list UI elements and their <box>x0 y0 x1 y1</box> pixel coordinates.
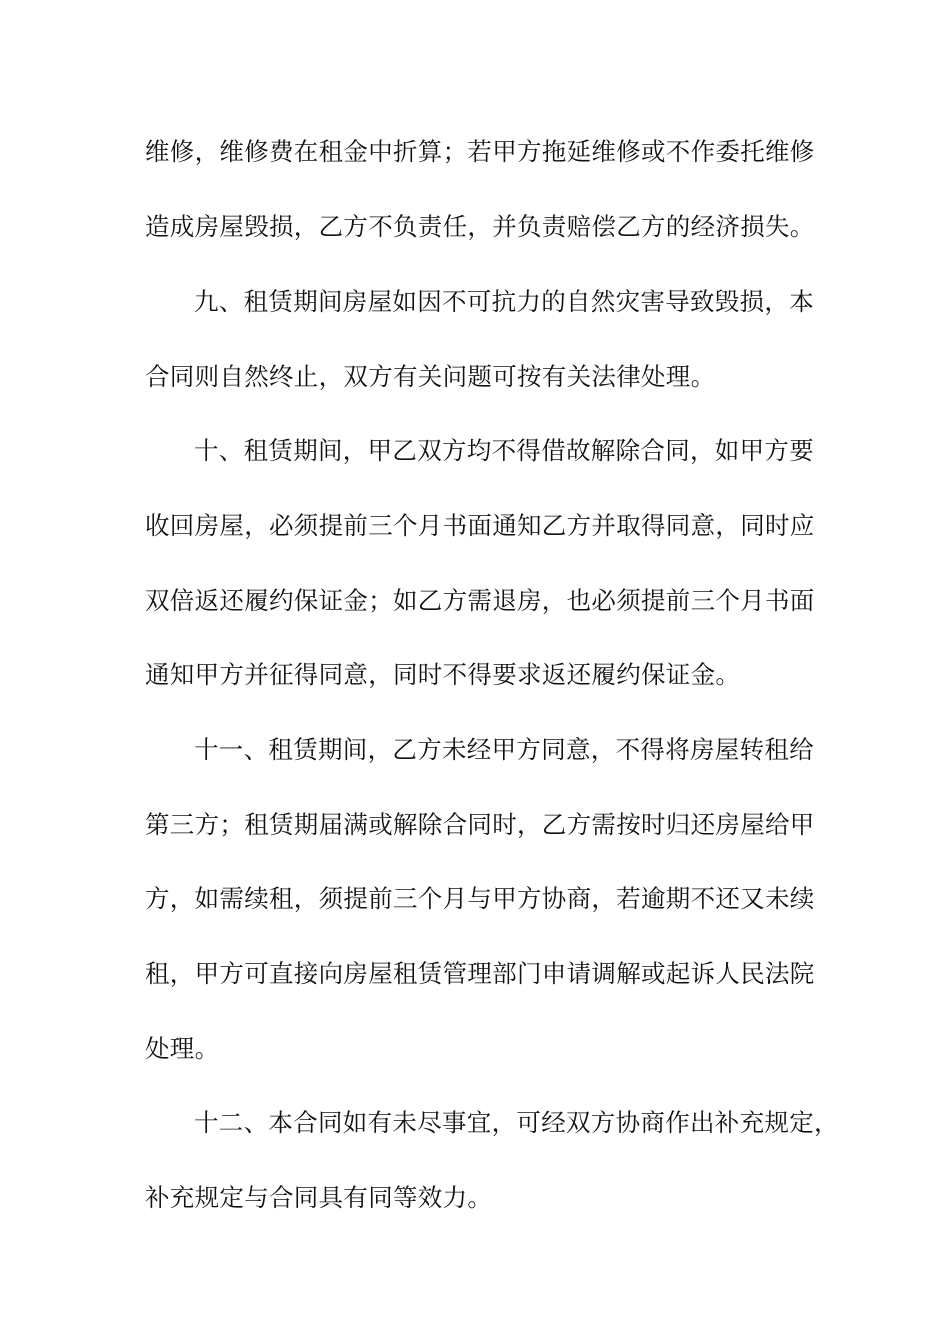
text-line: 通知甲方并征得同意，同时不得要求返还履约保证金。 <box>145 660 741 689</box>
text-line: 合同则自然终止，双方有关问题可按有关法律处理。 <box>145 362 716 391</box>
clause-9-line: 九、租赁期间房屋如因不可抗力的自然灾害导致毁损，本 <box>194 287 814 316</box>
text-line: 补充规定与合同具有同等效力。 <box>145 1183 493 1212</box>
text-line: 第三方；租赁期届满或解除合同时，乙方需按时归还房屋给甲 <box>145 810 815 839</box>
clause-10-line: 十、租赁期间，甲乙双方均不得借故解除合同，如甲方要 <box>194 436 814 465</box>
text-line: 双倍返还履约保证金；如乙方需退房，也必须提前三个月书面 <box>145 586 815 615</box>
text-line: 租，甲方可直接向房屋租赁管理部门申请调解或起诉人民法院 <box>145 959 815 988</box>
clause-11-line: 十一、租赁期间，乙方未经甲方同意，不得将房屋转租给 <box>194 735 814 764</box>
text-line: 处理。 <box>145 1034 220 1063</box>
text-line: 收回房屋，必须提前三个月书面通知乙方并取得同意，同时应 <box>145 511 815 540</box>
text-line: 造成房屋毁损，乙方不负责任，并负责赔偿乙方的经济损失。 <box>145 212 815 241</box>
clause-12-line: 十二、本合同如有未尽事宜，可经双方协商作出补充规定， <box>194 1108 839 1137</box>
text-line: 维修，维修费在租金中折算；若甲方拖延维修或不作委托维修 <box>145 137 815 166</box>
text-line: 方，如需续租，须提前三个月与甲方协商，若逾期不还又未续 <box>145 884 815 913</box>
